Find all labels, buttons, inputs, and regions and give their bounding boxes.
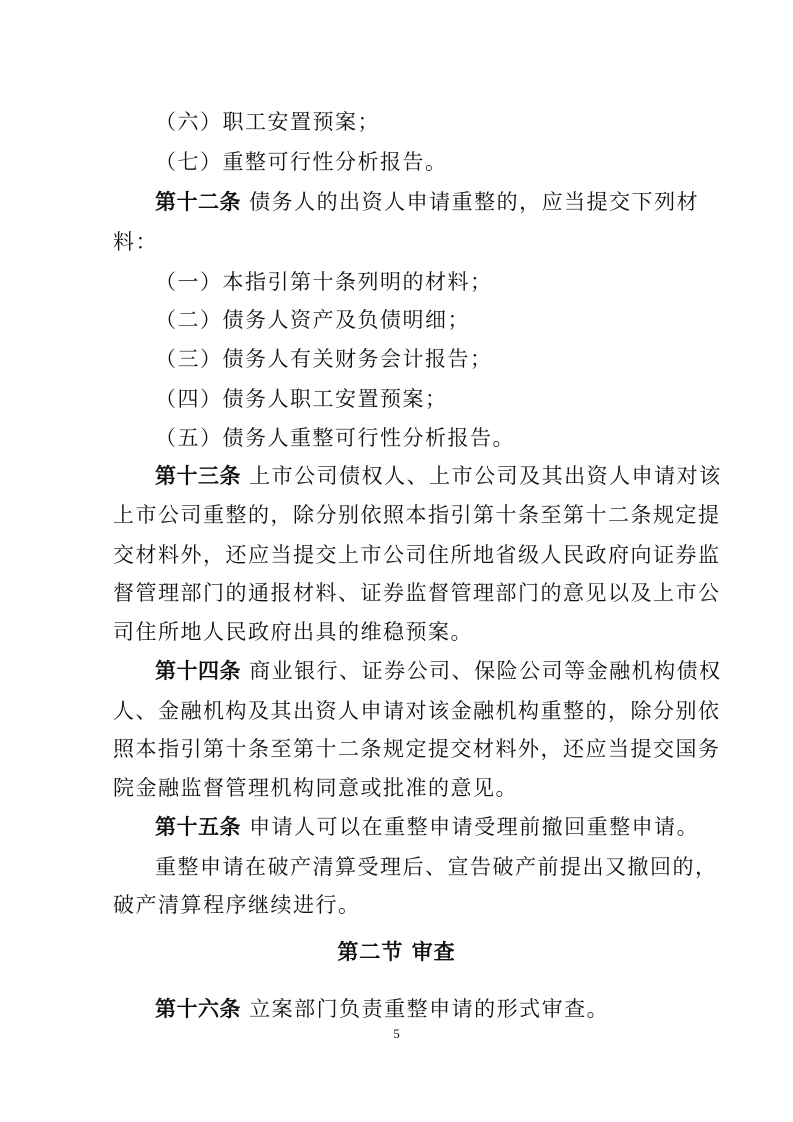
- line-text: 债务人的出资人申请重整的，应当提交下列材: [241, 190, 700, 214]
- line-text: 料：: [113, 230, 158, 254]
- list-item: [0, 305, 793, 335]
- line-text: 督管理部门的通报材料、证券监督管理部门的意见以及上市公: [113, 581, 721, 605]
- paragraph-line: [0, 852, 793, 882]
- article-paragraph: [0, 656, 793, 686]
- page-number: 5: [393, 1026, 400, 1041]
- line-text: 上市公司重整的，除分别依照本指引第十条至第十二条规定提: [113, 503, 721, 527]
- article-paragraph: [0, 812, 793, 842]
- line-text: （一）本指引第十条列明的材料；: [155, 270, 493, 294]
- list-item: [0, 423, 793, 453]
- paragraph-line: [0, 617, 793, 647]
- line-text: （六）职工安置预案；: [155, 110, 380, 134]
- article-label: 第十三条: [155, 464, 241, 488]
- list-item: [0, 344, 793, 374]
- paragraph-line: [0, 500, 793, 530]
- paragraph-line: [0, 578, 793, 608]
- line-text: （三）债务人有关财务会计报告；: [155, 347, 493, 371]
- paragraph-line: [0, 890, 793, 920]
- line-text: 院金融监督管理机构同意或批准的意见。: [113, 776, 518, 800]
- article-label: 第十二条: [155, 190, 241, 214]
- article-paragraph: [0, 187, 793, 217]
- section-title: 第二节 审查: [337, 940, 456, 964]
- line-text: （五）债务人重整可行性分析报告。: [155, 426, 515, 450]
- article-label: 第十六条: [155, 997, 241, 1021]
- line-text: （二）债务人资产及负债明细；: [155, 308, 470, 332]
- line-text: （四）债务人职工安置预案；: [155, 387, 448, 411]
- line-text: （七）重整可行性分析报告。: [155, 150, 448, 174]
- article-paragraph: [0, 994, 793, 1024]
- paragraph-line: [0, 696, 793, 726]
- line-text: 破产清算程序继续进行。: [113, 893, 361, 917]
- line-text: 上市公司债权人、上市公司及其出资人申请对该: [241, 464, 722, 488]
- list-item: [0, 107, 793, 137]
- article-label: 第十四条: [155, 659, 241, 683]
- list-item: [0, 147, 793, 177]
- paragraph-line: [0, 227, 793, 257]
- line-text: 申请人可以在重整申请受理前撤回重整申请。: [241, 815, 700, 839]
- line-text: 人、金融机构及其出资人申请对该金融机构重整的，除分别依: [113, 699, 721, 723]
- line-text: 立案部门负责重整申请的形式审查。: [241, 997, 610, 1021]
- paragraph-line: [0, 540, 793, 570]
- line-text: 照本指引第十条至第十二条规定提交材料外，还应当提交国务: [113, 737, 721, 761]
- line-text: 重整申请在破产清算受理后、宣告破产前提出又撤回的，: [155, 855, 718, 879]
- list-item: [0, 384, 793, 414]
- article-label: 第十五条: [155, 815, 241, 839]
- line-text: 司住所地人民政府出具的维稳预案。: [113, 620, 473, 644]
- line-text: 商业银行、证券公司、保险公司等金融机构债权: [241, 659, 722, 683]
- line-text: 交材料外，还应当提交上市公司住所地省级人民政府向证券监: [113, 543, 721, 567]
- paragraph-line: [0, 734, 793, 764]
- list-item: [0, 267, 793, 297]
- paragraph-line: [0, 773, 793, 803]
- article-paragraph: [0, 461, 793, 491]
